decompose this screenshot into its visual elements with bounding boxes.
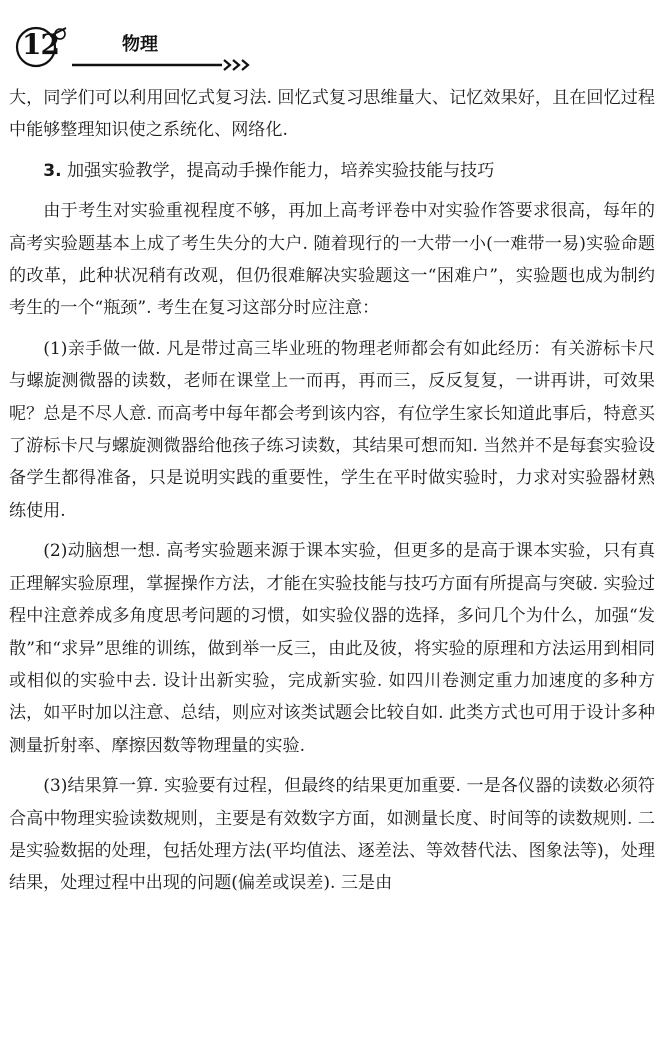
paragraph-item-2: (2)动脑想一想. 高考实验题来源于课本实验，但更多的是高于课本实验，只有真正理解实验原理，掌握操作方法，才能在实验技能与技巧方面有所提高与突破. 实验过程中注意养成多角度思考问题的习惯，如实验仪器的选择，多问几个为什么，加强“发散”和“求异”思维的训练，做到举一反三，由此及彼，将实验的原理和方法运用到相同或相似的实验中去. 设计出新实验，完成新实验. 如四川卷测定重力加速度的多种方法，如平时加以注意、总结，则应对该类试题会比较自如. 此类方式也可用于设计多种测量折射率、摩擦因数等物理量的实验. [9, 541, 655, 756]
paragraph-item-1: (1)亲手做一做. 凡是带过高三毕业班的物理老师都会有如此经历：有关游标卡尺与螺旋测微器的读数，老师在课堂上一而再，再而三，反反复复，一讲再讲，可效果呢？总是不尽人意. 而高考中每年都会考到该内容，有位学生家长知道此事后，特意买了游标卡尺与螺旋测微器给他孩子练习读数，其结果可想而知. 当然并不是每套实验设备学生都得准备，只是说明实践的重要性，学生在平时做实验时，力求对实验器材熟练使用. [9, 338, 655, 521]
header-arrow-rule [72, 58, 260, 72]
subsection-title: 加强实验教学，提高动手操作能力，培养实验技能与技巧 [67, 160, 495, 181]
paragraph-continuation: 大，同学们可以利用回忆式复习法. 回忆式复习思维量大、记忆效果好，且在回忆过程中能够整理知识使之系统化、网络化. [9, 88, 655, 141]
subsection-number: 3. [43, 160, 62, 181]
paragraph-item-3: (3)结果算一算. 实验要有过程，但最终的结果更加重要. 一是各仪器的读数必须符合高中物理实验读数规则，主要是有效数字方面，如测量长度、时间等的读数规则. 二是实验数据的处理，包括处理方法(平均值法、逐差法、等效替代法、图象法等)，处理结果，处理过程中出现的问题(偏差或误差). 三是由 [9, 776, 655, 894]
page-number-badge [10, 26, 74, 72]
page-number: 12 [22, 28, 59, 61]
article-body [9, 82, 655, 908]
section-title: 物理 [122, 34, 158, 55]
subsection-heading [9, 155, 655, 187]
paragraph-intro: 由于考生对实验重视程度不够，再加上高考评卷中对实验作答要求很高，每年的高考实验题基本上成了考生失分的大户. 随着现行的一大带一小(一难带一易)实验命题的改革，此种状况稍有改观，但仍很难解决实验题这一“困难户”，实验题也成为制约考生的一个“瓶颈”. 考生在复习这部分时应注意： [9, 201, 655, 319]
page-header [10, 22, 650, 78]
